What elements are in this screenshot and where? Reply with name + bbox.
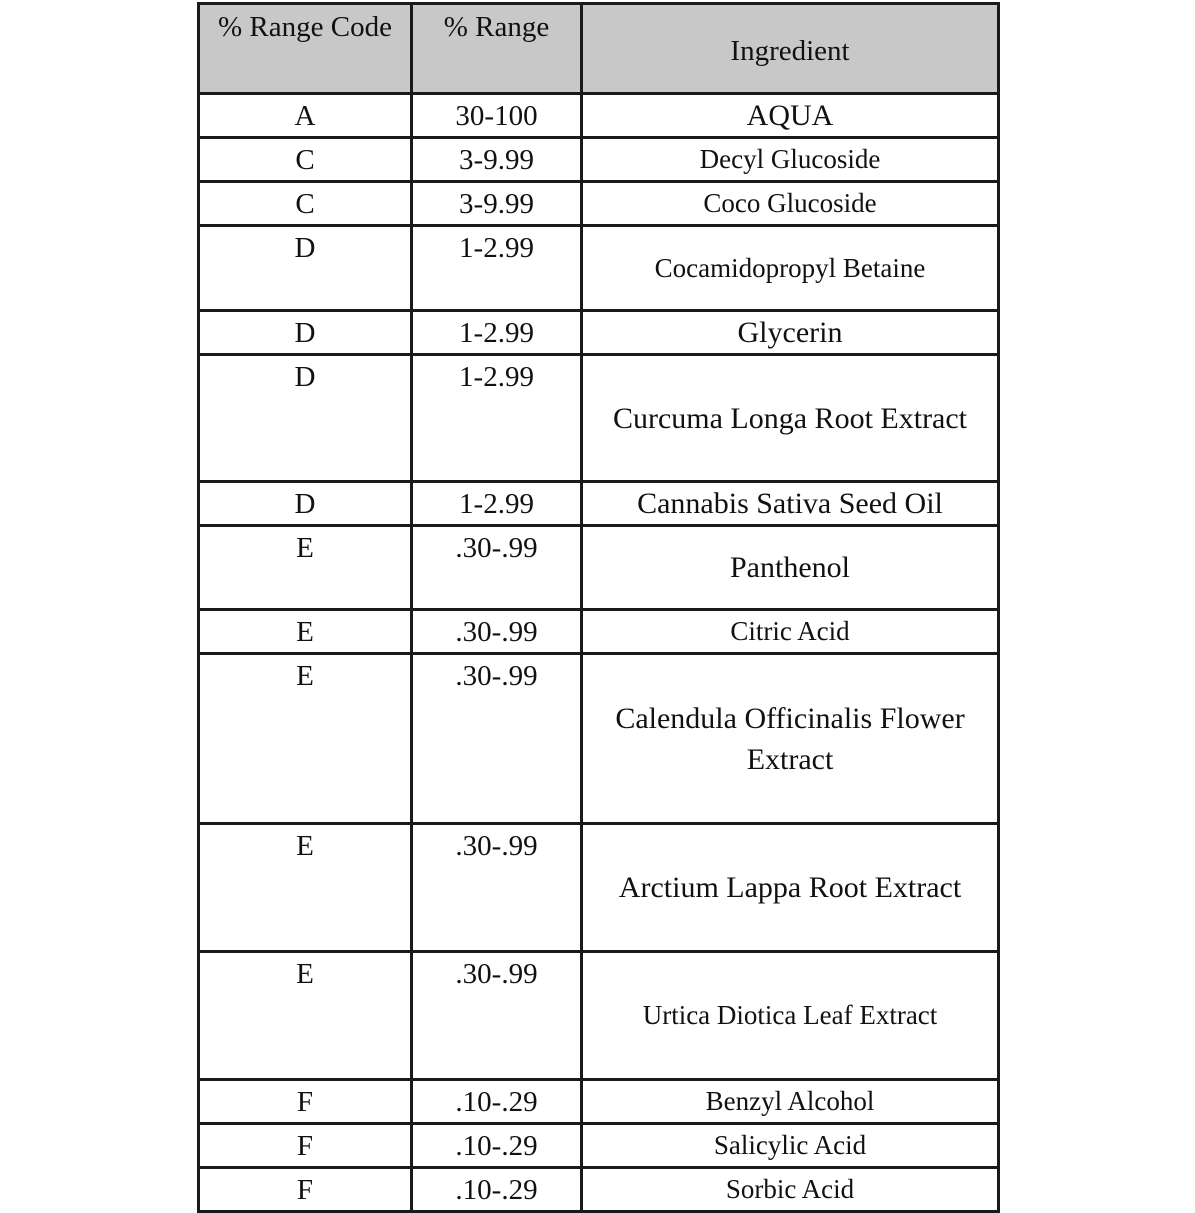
range-code-cell: C: [199, 182, 412, 226]
table-row: [199, 952, 999, 1080]
table-row: [199, 138, 999, 182]
range-code-cell: E: [199, 824, 412, 952]
header-range: % Range: [412, 4, 582, 94]
range-cell: .30-.99: [412, 824, 582, 952]
range-cell: .10-.29: [412, 1080, 582, 1124]
range-cell: 1-2.99: [412, 355, 582, 482]
range-code-cell: F: [199, 1080, 412, 1124]
ingredient-cell: Sorbic Acid: [582, 1168, 999, 1212]
range-code-cell: F: [199, 1124, 412, 1168]
ingredient-cell: Panthenol: [582, 526, 999, 610]
range-code-cell: E: [199, 610, 412, 654]
table-row: [199, 1168, 999, 1212]
range-cell: .10-.29: [412, 1168, 582, 1212]
ingredient-cell: Curcuma Longa Root Extract: [582, 355, 999, 482]
ingredient-cell: Urtica Diotica Leaf Extract: [582, 952, 999, 1080]
ingredients-table: [197, 2, 1000, 1213]
range-cell: .30-.99: [412, 654, 582, 824]
range-cell: .10-.29: [412, 1124, 582, 1168]
ingredient-cell: Calendula Officinalis Flower Extract: [582, 654, 999, 824]
range-code-cell: D: [199, 355, 412, 482]
range-code-cell: E: [199, 654, 412, 824]
header-row: [199, 4, 999, 94]
range-code-cell: F: [199, 1168, 412, 1212]
table-row: [199, 182, 999, 226]
ingredient-cell: Cannabis Sativa Seed Oil: [582, 482, 999, 526]
range-cell: .30-.99: [412, 952, 582, 1080]
table-row: [199, 1124, 999, 1168]
ingredient-cell: Citric Acid: [582, 610, 999, 654]
ingredient-cell: Decyl Glucoside: [582, 138, 999, 182]
table-row: [199, 226, 999, 311]
range-cell: 30-100: [412, 94, 582, 138]
ingredient-cell: Cocamidopropyl Betaine: [582, 226, 999, 311]
range-code-cell: A: [199, 94, 412, 138]
range-cell: .30-.99: [412, 610, 582, 654]
range-code-cell: E: [199, 952, 412, 1080]
range-cell: 3-9.99: [412, 138, 582, 182]
ingredient-cell: AQUA: [582, 94, 999, 138]
range-code-cell: C: [199, 138, 412, 182]
header-ingredient: Ingredient: [582, 4, 999, 94]
range-cell: 1-2.99: [412, 311, 582, 355]
ingredient-cell: Salicylic Acid: [582, 1124, 999, 1168]
range-cell: 1-2.99: [412, 482, 582, 526]
range-cell: 1-2.99: [412, 226, 582, 311]
range-code-cell: D: [199, 482, 412, 526]
ingredient-cell: Arctium Lappa Root Extract: [582, 824, 999, 952]
range-code-cell: D: [199, 311, 412, 355]
ingredient-cell: Coco Glucoside: [582, 182, 999, 226]
table-row: [199, 482, 999, 526]
table-row: [199, 526, 999, 610]
table-row: [199, 1080, 999, 1124]
table-row: [199, 654, 999, 824]
header-range-code: % Range Code: [199, 4, 412, 94]
table-row: [199, 94, 999, 138]
ingredient-cell: Benzyl Alcohol: [582, 1080, 999, 1124]
table-row: [199, 824, 999, 952]
table-row: [199, 610, 999, 654]
ingredient-cell: Glycerin: [582, 311, 999, 355]
range-cell: .30-.99: [412, 526, 582, 610]
range-code-cell: E: [199, 526, 412, 610]
table-row: [199, 311, 999, 355]
range-cell: 3-9.99: [412, 182, 582, 226]
range-code-cell: D: [199, 226, 412, 311]
table-row: [199, 355, 999, 482]
